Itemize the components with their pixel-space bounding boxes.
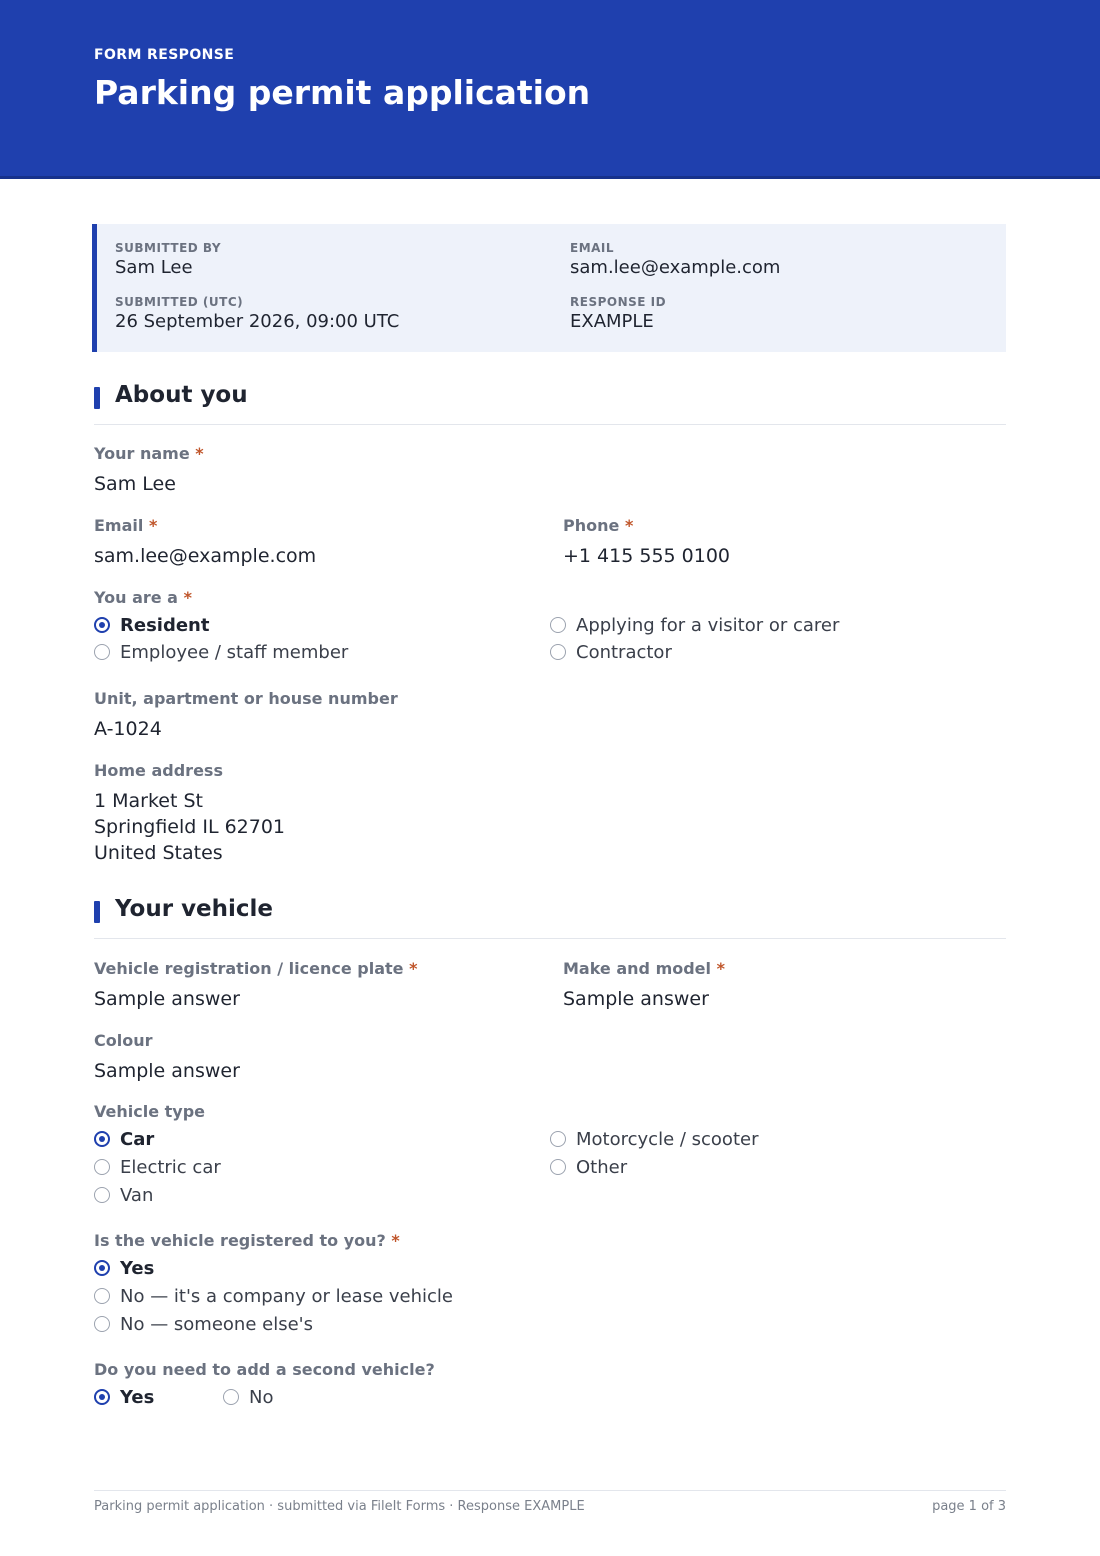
meta-response-id: RESPONSE ID EXAMPLE xyxy=(570,295,667,332)
radio-icon xyxy=(223,1389,239,1405)
required-mark: * xyxy=(195,444,204,463)
field-second-vehicle: Do you need to add a second vehicle? xyxy=(94,1360,435,1379)
field-vehicle-registration: Vehicle registration / licence plate * Sample answer xyxy=(94,959,418,1010)
radio-icon xyxy=(550,1159,566,1175)
meta-submitted-utc: SUBMITTED (UTC) 26 September 2026, 09:00 UTC xyxy=(115,295,400,332)
required-mark: * xyxy=(624,516,634,535)
required-mark: * xyxy=(716,959,725,978)
radio-icon xyxy=(94,1260,110,1276)
required-mark: * xyxy=(391,1231,400,1250)
radio-icon xyxy=(94,644,110,660)
vehicle-type-option[interactable]: Car xyxy=(94,1126,154,1152)
response-id-value: EXAMPLE xyxy=(570,311,654,332)
section-marker xyxy=(94,387,100,409)
make-and-model-value: Sample answer xyxy=(563,988,709,1010)
radio-icon xyxy=(550,644,566,660)
field-you-are-a: You are a * xyxy=(94,588,192,607)
submission-meta xyxy=(92,224,1006,352)
address-line: Springfield IL 62701 xyxy=(94,816,286,838)
address-line: United States xyxy=(94,842,223,864)
radio-icon xyxy=(94,1316,110,1332)
field-colour: Colour Sample answer xyxy=(94,1031,240,1082)
registered-option[interactable]: No — someone else's xyxy=(94,1311,313,1337)
field-make-and-model: Make and model * Sample answer xyxy=(563,959,725,1010)
page-footer xyxy=(94,1490,1006,1514)
radio-icon xyxy=(94,1159,110,1175)
page-number: page 1 of 3 xyxy=(932,1499,1006,1514)
meta-email: EMAIL sam.lee@example.com xyxy=(570,241,781,278)
role-option[interactable]: Employee / staff member xyxy=(94,639,348,665)
section-marker xyxy=(94,901,100,923)
page-title: Parking permit application xyxy=(94,73,591,112)
radio-icon xyxy=(94,1288,110,1304)
vehicle-registration-value: Sample answer xyxy=(94,988,240,1010)
vehicle-type-option[interactable]: Other xyxy=(550,1154,627,1180)
registered-option[interactable]: No — it's a company or lease vehicle xyxy=(94,1283,453,1309)
radio-icon xyxy=(550,617,566,633)
field-email: Email * sam.lee@example.com xyxy=(94,516,317,567)
address-line: 1 Market St xyxy=(94,790,203,812)
unit-number-value: A-1024 xyxy=(94,718,162,740)
registered-option[interactable]: Yes xyxy=(94,1255,154,1281)
meta-email-value: sam.lee@example.com xyxy=(570,257,781,278)
field-unit-number: Unit, apartment or house number A-1024 xyxy=(94,689,398,740)
role-option[interactable]: Applying for a visitor or carer xyxy=(550,612,839,638)
field-home-address: Home address 1 Market St Springfield IL 62701 United States xyxy=(94,761,286,864)
field-phone: Phone * +1 415 555 0100 xyxy=(563,516,731,567)
submitted-by-value: Sam Lee xyxy=(115,257,193,278)
field-your-name: Your name * Sam Lee xyxy=(94,444,204,495)
form-header xyxy=(0,0,1100,179)
second-vehicle-option[interactable]: No xyxy=(223,1384,273,1410)
vehicle-type-option[interactable]: Motorcycle / scooter xyxy=(550,1126,758,1152)
required-mark: * xyxy=(148,516,158,535)
email-value: sam.lee@example.com xyxy=(94,545,317,567)
section-your-vehicle: Your vehicle xyxy=(94,899,1006,939)
required-mark: * xyxy=(409,959,418,978)
radio-icon xyxy=(94,1187,110,1203)
required-mark: * xyxy=(183,588,192,607)
vehicle-type-option[interactable]: Electric car xyxy=(94,1154,221,1180)
phone-value: +1 415 555 0100 xyxy=(563,545,731,567)
field-vehicle-type: Vehicle type xyxy=(94,1102,206,1121)
field-vehicle-registered-to-you: Is the vehicle registered to you? * xyxy=(94,1231,400,1250)
radio-icon xyxy=(94,1389,110,1405)
home-address-value xyxy=(94,788,285,866)
radio-icon xyxy=(94,1131,110,1147)
second-vehicle-option[interactable]: Yes xyxy=(94,1384,154,1410)
colour-value: Sample answer xyxy=(94,1060,240,1082)
radio-icon xyxy=(94,617,110,633)
role-option[interactable]: Resident xyxy=(94,612,209,638)
meta-submitted-by: SUBMITTED BY Sam Lee xyxy=(115,241,222,278)
section-about-you: About you xyxy=(94,385,1006,425)
footer-source: Parking permit application · submitted via FileIt Forms · Response EXAMPLE xyxy=(94,1499,585,1514)
role-option[interactable]: Contractor xyxy=(550,639,672,665)
header-kicker: FORM RESPONSE xyxy=(94,47,235,63)
submitted-utc-value: 26 September 2026, 09:00 UTC xyxy=(115,311,400,332)
radio-icon xyxy=(550,1131,566,1147)
vehicle-type-option[interactable]: Van xyxy=(94,1182,153,1208)
your-name-value: Sam Lee xyxy=(94,473,176,495)
